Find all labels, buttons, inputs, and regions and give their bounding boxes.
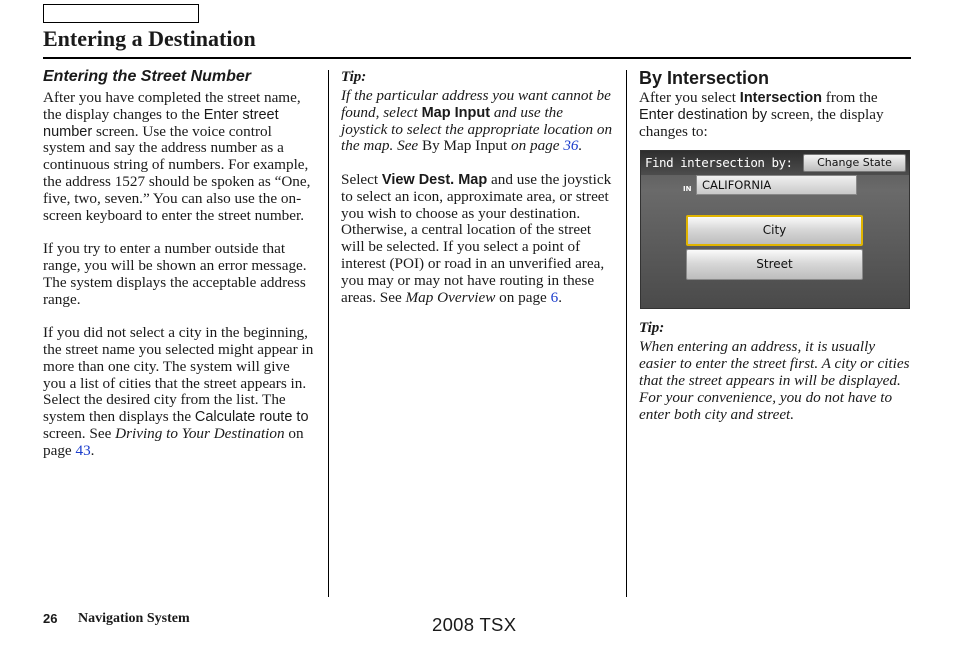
cross-reference-title: Driving to Your Destination xyxy=(115,424,285,442)
ui-term-enter-street-number: Enter street number xyxy=(43,106,279,140)
text-run: Select xyxy=(341,170,382,188)
text-run: After you select xyxy=(639,89,740,106)
text-run: . xyxy=(578,137,583,155)
footer-model: 2008 TSX xyxy=(432,614,517,635)
column-left xyxy=(43,68,315,476)
section-heading-street-number: Entering the Street Number xyxy=(43,68,252,85)
change-state-button[interactable]: Change State xyxy=(803,154,906,172)
cross-reference-title: By Map Input xyxy=(421,137,508,155)
column-right xyxy=(639,68,914,440)
page-number: 26 xyxy=(43,611,58,626)
ui-term-intersection: Intersection xyxy=(739,90,822,106)
paragraph-intersection-intro xyxy=(639,90,914,140)
street-button[interactable]: Street xyxy=(686,249,863,280)
text-run: on page xyxy=(507,137,564,155)
paragraph-street-number-intro xyxy=(43,90,315,224)
text-run: on page xyxy=(43,424,304,459)
section-heading-by-intersection: By Intersection xyxy=(639,68,770,88)
page-link-36[interactable]: 36 xyxy=(563,137,579,155)
text-run: After you have completed the street name, the display changes to the xyxy=(43,89,301,123)
title-divider xyxy=(43,57,911,59)
tip-label: Tip: xyxy=(639,320,665,337)
ui-term-view-dest-map: View Dest. Map xyxy=(381,171,488,188)
paragraph-multiple-cities xyxy=(43,325,315,459)
navigation-screen-image xyxy=(640,150,910,309)
cross-reference-title: Map Overview xyxy=(405,288,496,306)
text-run: If the particular address you want cannot be found, select xyxy=(341,87,611,121)
text-run: If you did not select a city in the beginning, the street name you selected might appear in more than one city. The system will give you a list of cities that the street appears in. Select the desired city from the list. The system then displays the xyxy=(43,324,314,426)
text-run: . xyxy=(90,441,95,459)
state-field: CALIFORNIA xyxy=(696,175,857,195)
tip-street-first: When entering an address, it is usually easier to enter the street first. A city or cities that the street appears in will be displayed. For your convenience, you do not have to enter both city and street. xyxy=(639,338,910,423)
page-link-43[interactable]: 43 xyxy=(75,441,91,459)
text-run: screen. Use the voice control system and say the address number as a continuous string of numbers. For example, the address 1527 should be spoken as “One, five, two, seven.” You can also use the on-screen keyboard to enter the street number. xyxy=(43,122,311,224)
header-tab-box xyxy=(43,4,199,23)
paragraph-error-range: If you try to enter a number outside that range, you will be shown an error message. The system displays the acceptable address range. xyxy=(43,240,307,308)
text-run: on page xyxy=(495,288,551,306)
screen-title: Find intersection by: xyxy=(645,155,793,171)
column-middle xyxy=(341,69,613,323)
text-run: screen, the display changes to: xyxy=(639,105,884,140)
text-run: . xyxy=(558,288,562,306)
text-run: from the xyxy=(821,89,878,106)
tip-label: Tip: xyxy=(341,69,367,85)
ui-term-enter-destination-by: Enter destination by xyxy=(639,106,768,123)
ui-term-calculate-route: Calculate route to xyxy=(194,409,309,426)
in-label: IN xyxy=(683,185,692,194)
city-button[interactable]: City xyxy=(686,215,863,246)
column-divider-2 xyxy=(626,70,627,597)
footer-section-name: Navigation System xyxy=(78,611,190,626)
ui-term-map-input: Map Input xyxy=(421,104,491,121)
text-run: screen. See xyxy=(43,424,116,442)
tip-map-input xyxy=(341,88,613,155)
text-run: and use the joystick to select the appropriate location on the map. See xyxy=(341,103,613,155)
text-run: and use the joystick to select an icon, approximate area, or street you wish to choose as your destination. Otherwise, a central location of the street will be selected. If you select a point of interest (POI) or road in an unverified area, you may or may not have routing in these areas. See xyxy=(341,170,612,306)
page-link-6[interactable]: 6 xyxy=(550,288,559,306)
page-title: Entering a Destination xyxy=(43,26,256,51)
column-divider-1 xyxy=(328,70,329,597)
paragraph-view-dest-map xyxy=(341,172,613,306)
